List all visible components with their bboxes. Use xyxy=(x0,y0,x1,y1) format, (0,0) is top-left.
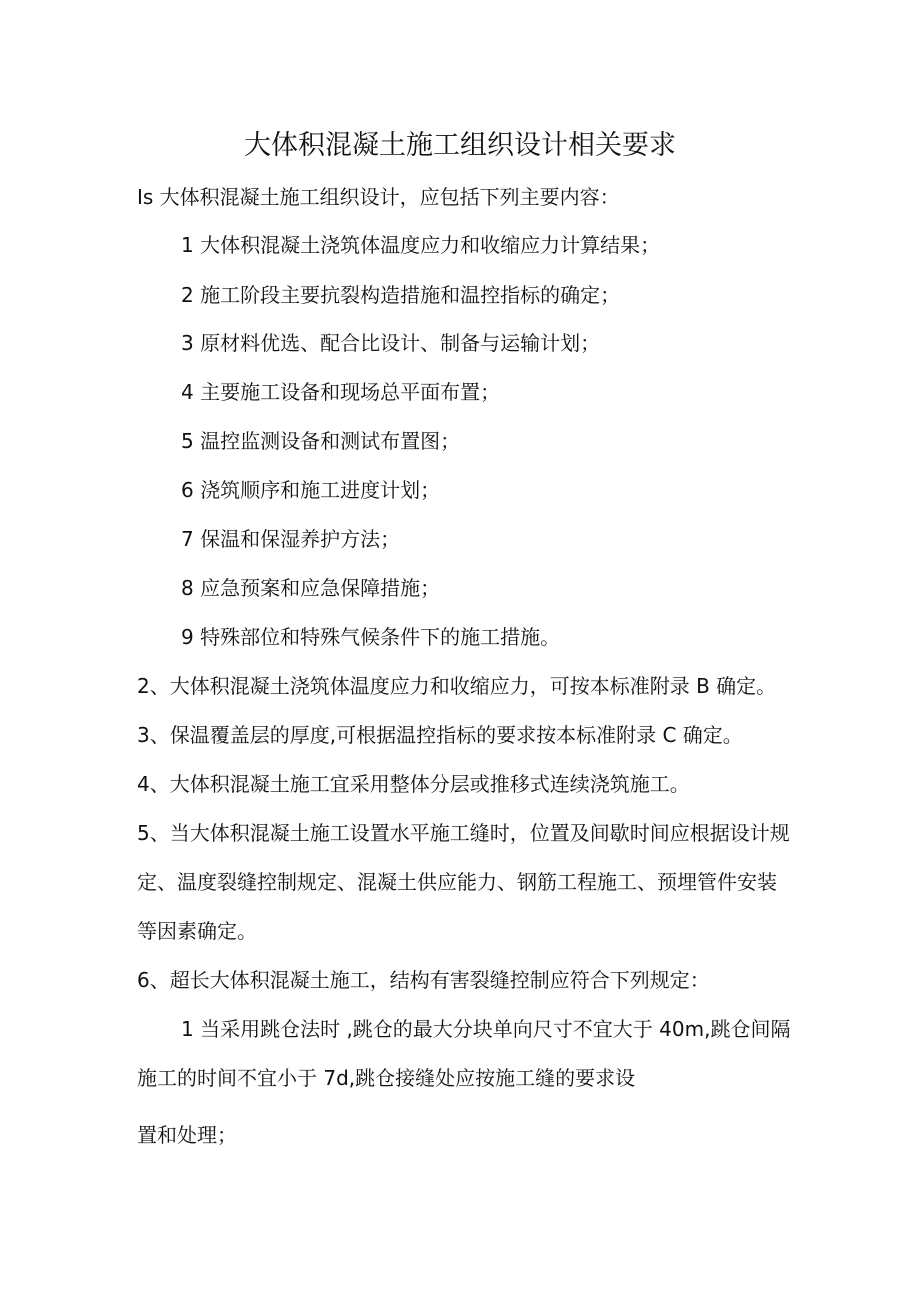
paragraph-line: 置和处理； xyxy=(137,1123,237,1147)
paragraph-line: Is 大体积混凝土施工组织设计，应包括下列主要内容： xyxy=(137,185,620,209)
list-item: 4 主要施工设备和现场总平面布置； xyxy=(181,380,501,404)
paragraph-line: 6、超长大体积混凝土施工，结构有害裂缝控制应符合下列规定： xyxy=(137,968,710,992)
paragraph-line: 定、温度裂缝控制规定、混凝土供应能力、钢筋工程施工、预埋管件安装 xyxy=(137,870,777,894)
list-item: 6 浇筑顺序和施工进度计划； xyxy=(181,478,441,502)
paragraph-line: 3、保温覆盖层的厚度,可根据温控指标的要求按本标准附录 C 确定。 xyxy=(137,723,743,747)
list-item: 8 应急预案和应急保障措施； xyxy=(181,576,441,600)
list-item: 9 特殊部位和特殊气候条件下的施工措施。 xyxy=(181,625,561,649)
paragraph-line: 施工的时间不宜小于 7d,跳仓接缝处应按施工缝的要求设 xyxy=(137,1066,636,1090)
list-item: 1 大体积混凝土浇筑体温度应力和收缩应力计算结果； xyxy=(181,233,661,257)
paragraph-line: 2、大体积混凝土浇筑体温度应力和收缩应力，可按本标准附录 B 确定。 xyxy=(137,674,777,698)
list-item: 1 当采用跳仓法时 ,跳仓的最大分块单向尺寸不宜大于 40m,跳仓间隔 xyxy=(181,1017,791,1041)
list-item: 2 施工阶段主要抗裂构造措施和温控指标的确定； xyxy=(181,283,621,307)
paragraph-line: 等因素确定。 xyxy=(137,919,257,943)
document-title: 大体积混凝土施工组织设计相关要求 xyxy=(244,130,676,161)
list-item: 5 温控监测设备和测试布置图； xyxy=(181,429,461,453)
paragraph-line: 4、大体积混凝土施工宜采用整体分层或推移式连续浇筑施工。 xyxy=(137,772,690,796)
list-item: 3 原材料优选、配合比设计、制备与运输计划； xyxy=(181,331,601,355)
list-item: 7 保温和保湿养护方法； xyxy=(181,527,401,551)
paragraph-line: 5、当大体积混凝土施工设置水平施工缝时，位置及间歇时间应根据设计规 xyxy=(137,821,790,845)
